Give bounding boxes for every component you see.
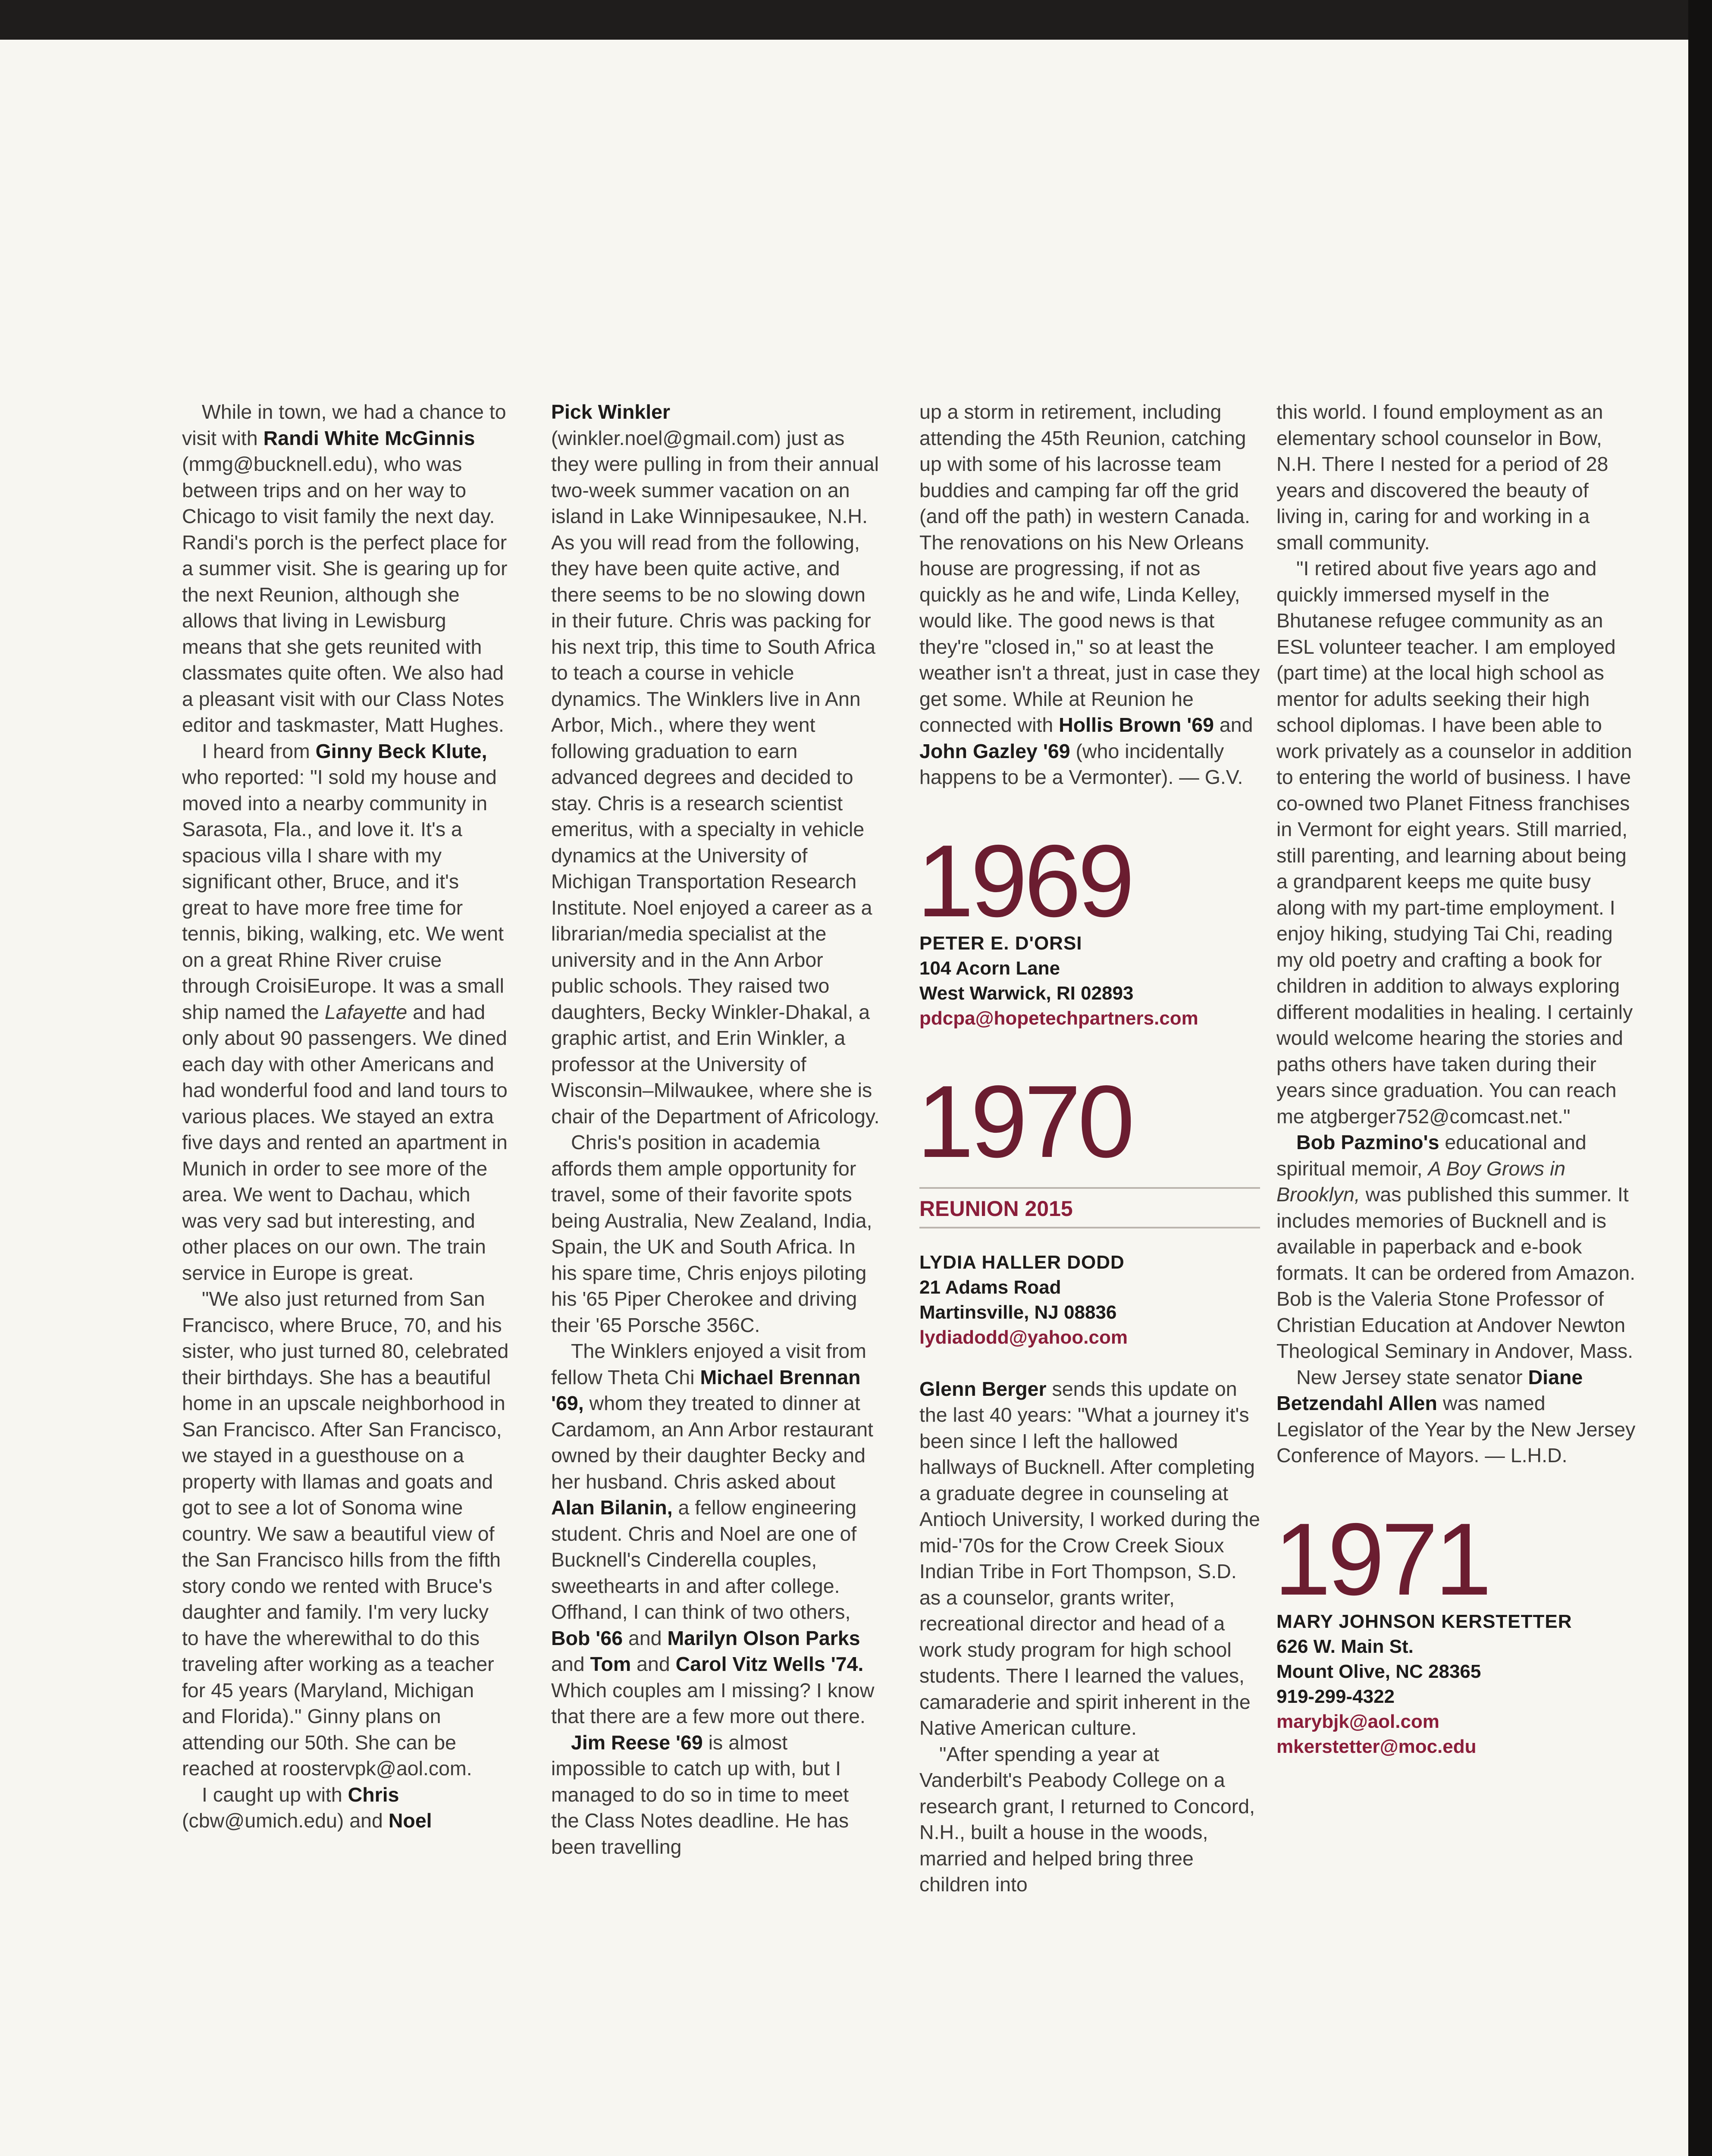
class-correspondent [1276, 1609, 1638, 1759]
class-year-heading: 1969 [917, 824, 1132, 938]
correspondent-email[interactable]: mkerstetter@moc.edu [1276, 1736, 1477, 1757]
paragraph: Chris's position in academia affords them ample opportunity for travel, some of their favorite spots being Australia, New Zealand, India, Spain, the UK and South Africa. In his spare time, Chris enjoys piloting his '65 Piper Cherokee and driving their '65 Porsche 356C. [551, 1131, 872, 1336]
classmate-name: Hollis Brown '69 [1059, 714, 1214, 736]
paragraph: While in town, we had a chance to visit with Randi White McGinnis (mmg@bucknell.edu), who was between trips and on her way to Chicago to visit family the next day. Randi's porch is the perfect place for a summer visit. She is gearing up for the next Reunion, although she allows that living in Lewisburg means that she gets reunited with classmates quite often. We also had a pleasant visit with our Class Notes editor and taskmaster, Matt Hughes. [182, 401, 508, 736]
column-3 [919, 399, 1260, 1898]
classmate-name: Pick Winkler [551, 401, 671, 423]
reunion-banner [919, 1187, 1260, 1228]
classmate-name: Carol Vitz Wells '74. [675, 1653, 864, 1675]
correspondent-city: Mount Olive, NC 28365 [1276, 1661, 1481, 1682]
correspondent-name: MARY JOHNSON KERSTETTER [1276, 1611, 1572, 1632]
class-correspondent [919, 1250, 1260, 1350]
paragraph: Jim Reese '69 is almost impossible to catch up with, but I managed to do so in time to meet the Class Notes deadline. He has been travelling [551, 1731, 849, 1858]
reunion-label: REUNION 2015 [919, 1196, 1073, 1221]
correspondent-street: 21 Adams Road [919, 1276, 1061, 1298]
classmate-name: Diane Betzendahl Allen [1276, 1366, 1583, 1414]
paragraph: this world. I found employment as an elementary school counselor in Bow, N.H. There I nested for a period of 28 years and discovered the beauty of living in, caring for and working in a small community. [1276, 401, 1609, 554]
paragraph: New Jersey state senator Diane Betzendahl Allen was named Legislator of the Year by the New Jersey Conference of Mayors. — L.H.D. [1276, 1366, 1636, 1467]
paragraph: Pick Winkler (winkler.noel@gmail.com) just as they were pulling in from their annual two-week summer vacation on an island in Lake Winnipesaukee, N.H. As you will read from the following, they have been quite active, and there seems to be no slowing down in their future. Chris was packing for his next trip, this time to South Africa to teach a course in vehicle dynamics. The Winklers live in Ann Arbor, Mich., where they went following graduation to earn advanced degrees and decided to stay. Chris is a research scientist emeritus, with a specialty in vehicle dynamics at the University of Michigan Transportation Research Institute. Noel enjoyed a career as a librarian/media specialist at the university and in the Ann Arbor public schools. They raised two daughters, Becky Winkler-Dhakal, a graphic artist, and Erin Winkler, a professor at the University of Wisconsin–Milwaukee, where she is chair of the Department of Africology. [551, 401, 880, 1128]
classmate-name: Alan Bilanin, [551, 1496, 673, 1519]
book-title: A Boy Grows in Brooklyn, [1276, 1157, 1566, 1206]
class-year-heading: 1971 [1274, 1502, 1489, 1617]
classmate-name: Bob Pazmino's [1296, 1131, 1439, 1153]
paragraph: "After spending a year at Vanderbilt's Peabody College on a research grant, I returned to Concord, N.H., built a house in the woods, married and helped bring three children into [919, 1742, 1255, 1896]
class-year-heading: 1970 [917, 1064, 1132, 1179]
classmate-name: Glenn Berger [919, 1377, 1047, 1400]
correspondent-email[interactable]: marybjk@aol.com [1276, 1711, 1439, 1732]
classmate-name: Noel [388, 1809, 432, 1832]
classmate-name: John Gazley '69 [919, 740, 1070, 762]
correspondent-email[interactable]: pdcpa@hopetechpartners.com [919, 1007, 1198, 1029]
paragraph: "We also just returned from San Francisco, where Bruce, 70, and his sister, who just turned 80, celebrated their birthdays. She has a beautiful home in an upscale neighborhood in San Francisco. After San Francisco, we stayed in a guesthouse on a property with llamas and goats and got to see a lot of Sonoma wine country. We saw a beautiful view of the San Francisco hills from the fifth story condo we rented with Bruce's daughter and family. I'm very lucky to have the wherewithal to do this traveling after working as a teacher for 45 years (Maryland, Michigan and Florida)." Ginny plans on attending our 50th. She can be reached at roostervpk@aol.com. [182, 1288, 509, 1780]
paragraph: "I retired about five years ago and quickly immersed myself in the Bhutanese refugee community as an ESL volunteer teacher. I am employed (part time) at the local high school as mentor for adults seeking their high school diplomas. I have been able to work privately as a counselor in addition to entering the world of business. I have co-owned two Planet Fitness franchises in Vermont for eight years. Still married, still parenting, and learning about being a grandparent keeps me quite busy along with my part-time employment. I enjoy hiking, studying Tai Chi, reading my old poetry and crafting a book for children in addition to always exploring different modalities in healing. I certainly would welcome hearing the stories and paths others have taken during their years since graduation. You can reach me atgberger752@comcast.net." [1276, 557, 1633, 1128]
column-1 [182, 399, 510, 1834]
classmate-name: Randi White McGinnis [263, 426, 475, 449]
correspondent-phone: 919-299-4322 [1276, 1686, 1395, 1707]
classmate-name: Jim Reese '69 [571, 1731, 703, 1754]
class-correspondent [919, 931, 1260, 1031]
correspondent-street: 104 Acorn Lane [919, 957, 1060, 979]
classmate-name: Michael Brennan '69, [551, 1366, 861, 1414]
paragraph: up a storm in retirement, including attending the 45th Reunion, catching up with some of his lacrosse team buddies and camping far off the grid (and off the path) in western Canada. The renovations on his New Orleans house are progressing, if not as quickly as he and wife, Linda Kelley, would like. The good news is that they're "closed in," so at least the weather isn't a threat, just in case they get some. While at Reunion he connected with Hollis Brown '69 and John Gazley '69 (who incidentally happens to be a Vermonter). — G.V. [919, 401, 1260, 788]
ship-name: Lafayette [324, 1000, 408, 1023]
binding-shadow [1688, 0, 1712, 2156]
paragraph: I caught up with Chris (cbw@umich.edu) and Noel [182, 1783, 432, 1832]
correspondent-street: 626 W. Main St. [1276, 1636, 1414, 1657]
column-2 [551, 399, 880, 1860]
paragraph: The Winklers enjoyed a visit from fellow Theta Chi Michael Brennan '69, whom they treated to dinner at Cardamom, an Ann Arbor restaurant owned by their daughter Becky and her husband. Chris asked about Alan Bilanin, a fellow engineering student. Chris and Noel are one of Bucknell's Cinderella couples, sweethearts in and after college. Offhand, I can think of two others, Bob '66 and Marilyn Olson Parks and Tom and Carol Vitz Wells '74. Which couples am I missing? I know that there are a few more out there. [551, 1340, 875, 1727]
paragraph: Glenn Berger sends this update on the last 40 years: "What a journey it's been since I left the hallowed hallways of Bucknell. After completing a graduate degree in counseling at Antioch University, I worked during the mid-'70s for the Crow Creek Sioux Indian Tribe in Fort Thompson, S.D. as a counselor, grants writer, recreational director and head of a work study program for high school students. There I learned the values, camaraderie and spirit inherent in the Native American culture. [919, 1377, 1260, 1739]
column-4 [1276, 399, 1638, 1759]
correspondent-email[interactable]: lydiadodd@yahoo.com [919, 1326, 1128, 1348]
classmate-name: Chris [348, 1783, 399, 1806]
correspondent-name: LYDIA HALLER DODD [919, 1251, 1125, 1273]
correspondent-name: PETER E. D'ORSI [919, 932, 1082, 954]
classmate-name: Bob '66 [551, 1626, 623, 1649]
classmate-name: Marilyn Olson Parks [667, 1626, 860, 1649]
paragraph: I heard from Ginny Beck Klute, who reported: "I sold my house and moved into a nearby community in Sarasota, Fla., and love it. It's a spacious villa I share with my significant other, Bruce, and it's great to have more free time for tennis, biking, walking, etc. We went on a great Rhine River cruise through CroisiEurope. It was a small ship named the Lafayette and had only about 90 passengers. We dined each day with other Americans and had wonderful food and land tours to various places. We stayed an extra five days and rented an apartment in Munich in order to see more of the area. We went to Dachau, which was very sad but interesting, and other places on our own. The train service in Europe is great. [182, 740, 508, 1284]
correspondent-city: Martinsville, NJ 08836 [919, 1301, 1117, 1323]
correspondent-city: West Warwick, RI 02893 [919, 982, 1134, 1004]
classmate-name: Ginny Beck Klute, [315, 740, 487, 762]
classmate-name: Tom [590, 1653, 631, 1675]
paragraph: Bob Pazmino's educational and spiritual memoir, A Boy Grows in Brooklyn, was published this summer. It includes memories of Bucknell and is available in paperback and e-book formats. It can be ordered from Amazon. Bob is the Valeria Stone Professor of Christian Education at Andover Newton Theological Seminary in Andover, Mass. [1276, 1131, 1636, 1362]
